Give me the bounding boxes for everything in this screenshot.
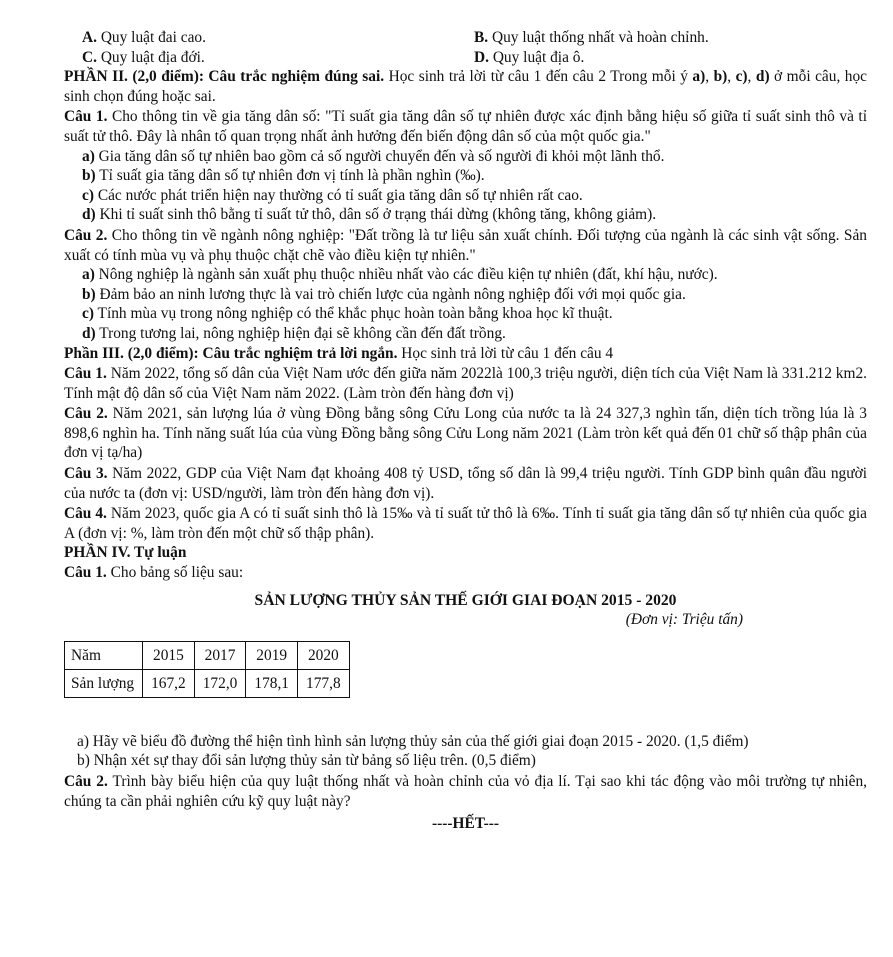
part3-heading: Phần III. (2,0 điểm): Câu trắc nghiệm trả lời ngắn. Học sinh trả lời từ câu 1 đến câu 4 bbox=[64, 344, 614, 362]
part2-q1-item-c: c) Các nước phát triển hiện nay thường có tỉ suất gia tăng dân số tự nhiên rất cao. bbox=[82, 186, 583, 204]
data-table bbox=[64, 641, 350, 698]
part2-heading: PHẦN II. (2,0 điểm): Câu trắc nghiệm đúng sai. Học sinh trả lời từ câu 1 đến câu 2 Trong mỗi ý a), b), c), d) ở mỗi câu, học sinh chọn đúng hoặc sai. bbox=[64, 68, 867, 105]
part3-question-4: Câu 4. Năm 2023, quốc gia A có tỉ suất sinh thô là 15‰ và tỉ suất tử thô là 6‰. Tính tỉ suất gia tăng dân số tự nhiên của quốc gia A (đơn vị: %, làm tròn đến một chữ số thập phân). bbox=[64, 505, 868, 542]
option-a: A. Quy luật đai cao. bbox=[82, 29, 206, 46]
table-row bbox=[65, 669, 350, 697]
table-unit: (Đơn vị: Triệu tấn) bbox=[625, 611, 743, 629]
part2-q1-item-b: b) Tỉ suất gia tăng dân số tự nhiên đơn vị tính là phần nghìn (‰). bbox=[82, 167, 485, 185]
part2-q2-item-d: d) Trong tương lai, nông nghiệp hiện đại sẽ không cần đến đất trồng. bbox=[82, 324, 506, 342]
table-value: 167,2 bbox=[143, 669, 195, 697]
part2-q2-item-c: c) Tính mùa vụ trong nông nghiệp có thể khắc phục hoàn toàn bằng khoa học kĩ thuật. bbox=[82, 305, 613, 323]
table-value: 177,8 bbox=[298, 669, 350, 697]
table-header-label: Năm bbox=[65, 641, 143, 669]
part4-question-1: Câu 1. Cho bảng số liệu sau: bbox=[64, 564, 244, 582]
part2-q2-item-b: b) Đảm bảo an ninh lương thực là vai trò chiến lược của ngành nông nghiệp đối với mọi quốc gia. bbox=[82, 285, 686, 303]
part4-question-2: Câu 2. Trình bày biểu hiện của quy luật thống nhất và hoàn chỉnh của vỏ địa lí. Tại sao khi tác động vào môi trường tự nhiên, chúng ta cần phải nghiên cứu kỹ quy luật này? bbox=[64, 773, 867, 810]
option-c: C. Quy luật địa đới. bbox=[82, 48, 205, 66]
option-d: D. Quy luật địa ô. bbox=[474, 48, 585, 66]
part2-q1-item-d: d) Khi tỉ suất sinh thô bằng tỉ suất tử thô, dân số ở trạng thái dừng (không tăng, không giảm). bbox=[82, 206, 657, 224]
part3-question-2: Câu 2. Năm 2021, sản lượng lúa ở vùng Đồng bằng sông Cửu Long của nước ta là 24 327,3 nghìn tấn, diện tích trồng lúa là 3 898,6 nghìn ha. Tính năng suất lúa của vùng Đồng bằng sông Cửu Long năm 2021 (Làm tròn kết quả đến 01 chữ số thập phân của đơn vị tạ/ha) bbox=[64, 405, 867, 462]
part2-question-1: Câu 1. Cho thông tin về gia tăng dân số: "Tỉ suất gia tăng dân số tự nhiên được xác định bằng hiệu số giữa tỉ suất sinh thô và tỉ suất tử thô. Đây là nhân tố quan trọng nhất ảnh hưởng đến biến động dân số của một quốc gia." bbox=[64, 108, 867, 145]
part4-heading: PHẦN IV. Tự luận bbox=[64, 544, 187, 562]
part2-q1-item-a: a) Gia tăng dân số tự nhiên bao gồm cả số người chuyển đến và số người đi khỏi một lãnh thổ. bbox=[82, 147, 665, 165]
part3-question-3: Câu 3. Năm 2022, GDP của Việt Nam đạt khoảng 408 tỷ USD, tổng số dân là 99,4 triệu người. Tính GDP bình quân đầu người của nước ta (đơn vị: USD/người, làm tròn đến hàng đơn vị). bbox=[64, 465, 867, 502]
table-year: 2019 bbox=[246, 641, 298, 669]
table-value: 178,1 bbox=[246, 669, 298, 697]
table-title: SẢN LƯỢNG THỦY SẢN THẾ GIỚI GIAI ĐOẠN 2015 - 2020 bbox=[254, 591, 677, 609]
spacer bbox=[64, 698, 867, 732]
table-year: 2017 bbox=[194, 641, 246, 669]
part4-q1-item-b: b) Nhận xét sự thay đổi sản lượng thủy sản từ bảng số liệu trên. (0,5 điểm) bbox=[77, 752, 536, 770]
table-row bbox=[65, 641, 350, 669]
end-marker: ----HẾT--- bbox=[432, 815, 499, 833]
table-year: 2015 bbox=[143, 641, 195, 669]
answer-options bbox=[64, 28, 867, 67]
part2-q2-item-a: a) Nông nghiệp là ngành sản xuất phụ thuộc nhiều nhất vào các điều kiện tự nhiên (đất, khí hậu, nước). bbox=[82, 266, 718, 284]
table-row-label: Sản lượng bbox=[65, 669, 143, 697]
part4-q1-item-a: a) Hãy vẽ biểu đồ đường thể hiện tình hình sản lượng thủy sản của thế giới giai đoạn 2015 - 2020. (1,5 điểm) bbox=[77, 732, 749, 750]
option-b: B. Quy luật thống nhất và hoàn chỉnh. bbox=[474, 29, 709, 46]
table-year: 2020 bbox=[298, 641, 350, 669]
table-value: 172,0 bbox=[194, 669, 246, 697]
part3-question-1: Câu 1. Năm 2022, tổng số dân của Việt Nam ước đến giữa năm 2022là 100,3 triệu người, diện tích của Việt Nam là 331.212 km2. Tính mật độ dân số của Việt Nam năm 2022. (Làm tròn đến hàng đơn vị) bbox=[64, 365, 867, 402]
part2-question-2: Câu 2. Cho thông tin về ngành nông nghiệp: "Đất trồng là tư liệu sản xuất chính. Đối tượng của ngành là các sinh vật sống. Sản xuất có tính mùa vụ và phụ thuộc chặt chẽ vào điều kiện tự nhiên." bbox=[64, 226, 868, 264]
